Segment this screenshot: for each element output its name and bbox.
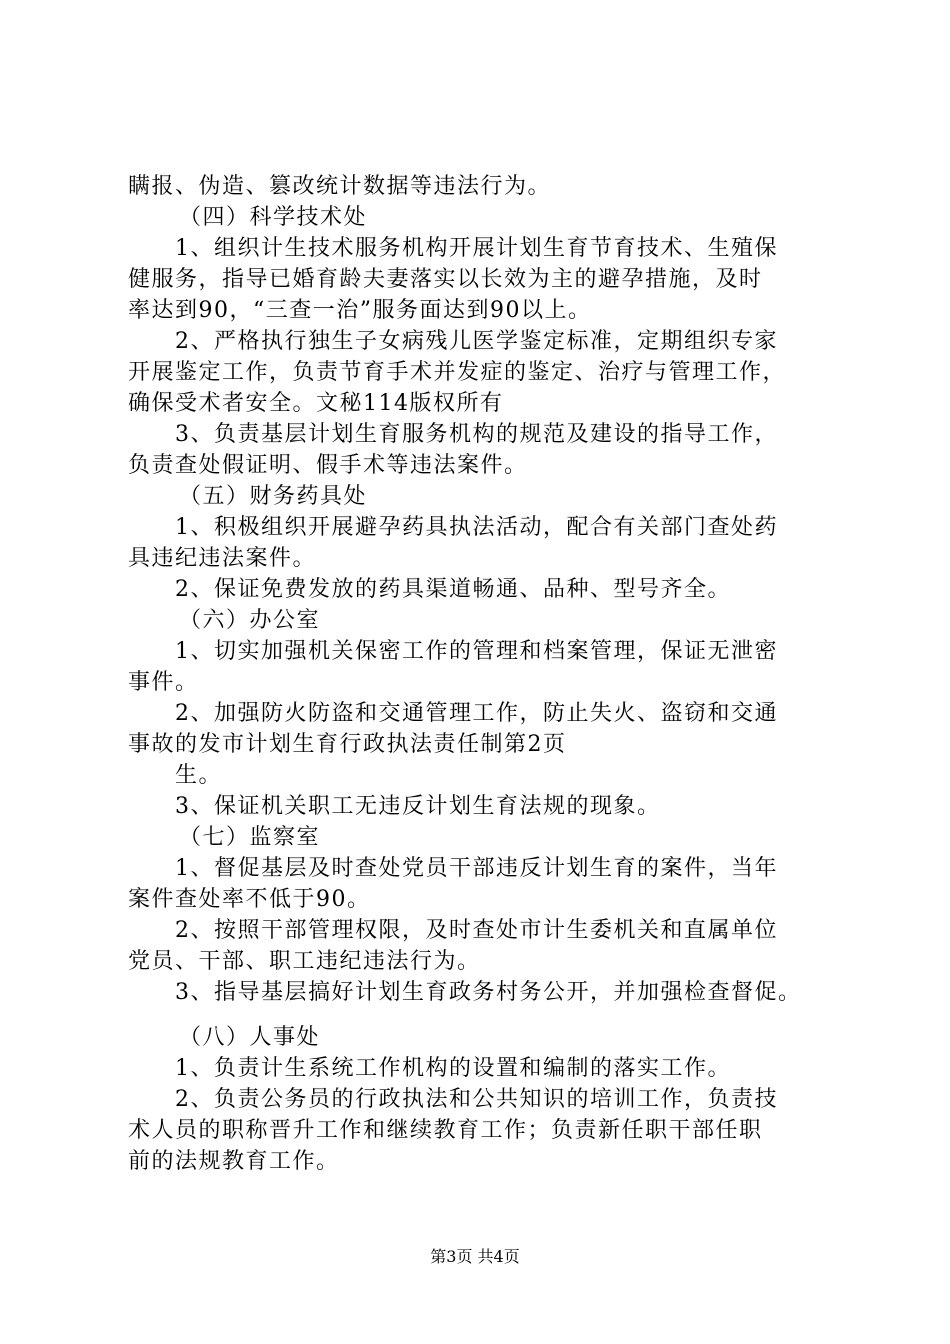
text-line: 2、按照干部管理权限，及时查处市计生委机关和直属单位 xyxy=(175,918,778,943)
text-line: 术人员的职称晋升工作和继续教育工作；负责新任职干部任职 xyxy=(128,1118,763,1143)
text-line: 事件。 xyxy=(128,670,199,695)
section-heading-7: （七）监察室 xyxy=(179,825,321,850)
text-line: 3、保证机关职工无违反计划生育法规的现象。 xyxy=(175,794,661,819)
text-line: 2、保证免费发放的药具渠道畅通、品种、型号齐全。 xyxy=(175,577,731,602)
text-line: 案件查处率不低于90。 xyxy=(128,887,371,912)
paragraph-spacer xyxy=(128,1008,828,1022)
text-line: 1、负责计生系统工作机构的设置和编制的落实工作。 xyxy=(175,1056,731,1081)
text-line: 前的法规教育工作。 xyxy=(128,1149,340,1174)
text-line: 1、督促基层及时查处党员干部违反计划生育的案件，当年 xyxy=(175,856,778,881)
text-line: 具违纪违法案件。 xyxy=(128,546,317,571)
page-footer: 第3页 共4页 xyxy=(430,1247,520,1266)
section-heading-8: （八）人事处 xyxy=(179,1025,321,1050)
text-line: 2、严格执行独生子女病残儿医学鉴定标准，定期组织专家 xyxy=(175,329,778,354)
text-line: 开展鉴定工作，负责节育手术并发症的鉴定、治疗与管理工作， xyxy=(128,360,787,385)
section-heading-6: （六）办公室 xyxy=(179,608,321,633)
text-line: 1、积极组织开展避孕药具执法活动，配合有关部门查处药 xyxy=(175,515,778,540)
text-line: 瞒报、伪造、篡改统计数据等违法行为。 xyxy=(128,174,552,199)
text-line: 生。 xyxy=(175,763,223,788)
text-line: 1、组织计生技术服务机构开展计划生育节育技术、生殖保 xyxy=(175,236,778,261)
text-line: 1、切实加强机关保密工作的管理和档案管理，保证无泄密 xyxy=(175,639,778,664)
text-line: 2、负责公务员的行政执法和公共知识的培训工作，负责技 xyxy=(175,1087,778,1112)
section-heading-5: （五）财务药具处 xyxy=(179,484,368,509)
text-line: 3、指导基层搞好计划生育政务村务公开，并加强检查督促。 xyxy=(175,980,802,1005)
text-line: 2、加强防火防盗和交通管理工作，防止失火、盗窃和交通 xyxy=(175,701,778,726)
text-line: 党员、干部、职工违纪违法行为。 xyxy=(128,949,481,974)
text-line: 健服务，指导已婚育龄夫妻落实以长效为主的避孕措施，及时 xyxy=(128,267,763,292)
document-body xyxy=(128,171,828,1177)
section-heading-4: （四）科学技术处 xyxy=(179,205,368,230)
text-line: 确保受术者安全。文秘114版权所有 xyxy=(128,391,504,416)
text-line: 事故的发市计划生育行政执法责任制第2页 xyxy=(128,732,567,757)
text-line: 3、负责基层计划生育服务机构的规范及建设的指导工作， xyxy=(175,422,778,447)
text-line: 负责查处假证明、假手术等违法案件。 xyxy=(128,453,528,478)
text-line: 率达到90，“三查一治”服务面达到90以上。 xyxy=(128,298,592,323)
